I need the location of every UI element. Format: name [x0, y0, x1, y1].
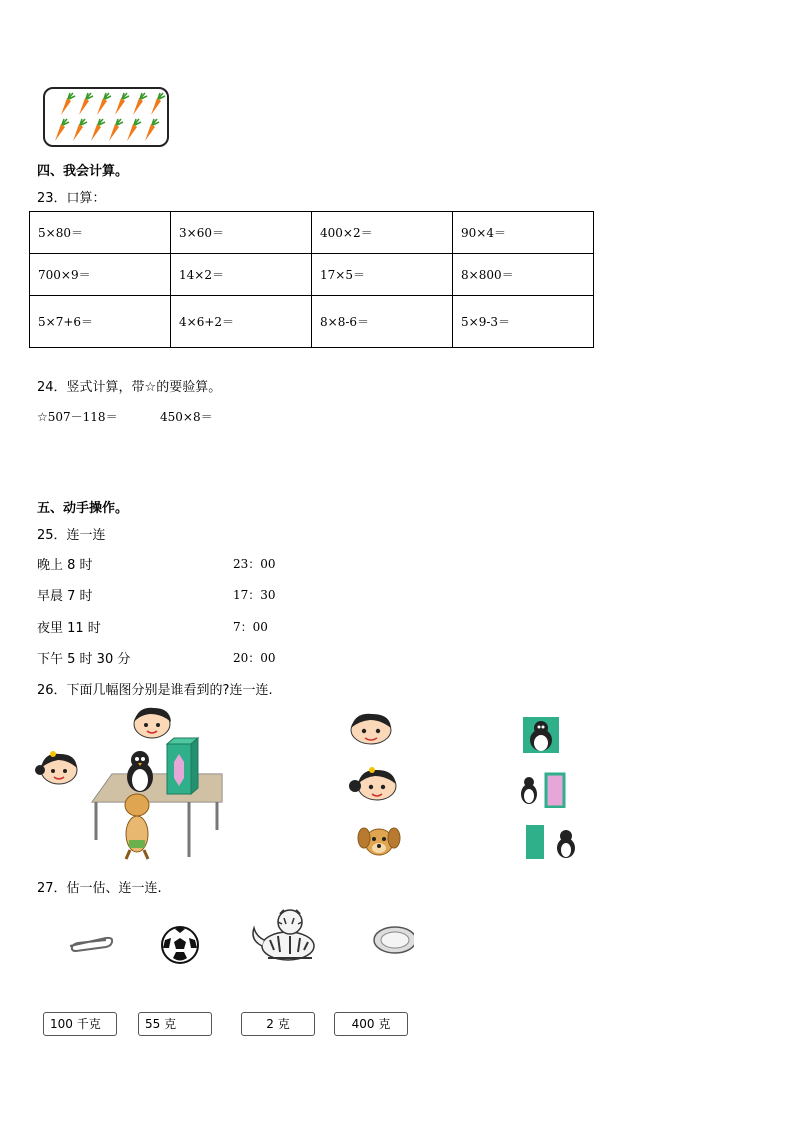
- penguin-belly: [132, 769, 148, 791]
- calc-cell: 5×9-3＝: [453, 296, 594, 348]
- carrot-icon: [61, 93, 75, 115]
- carrot-icon: [109, 119, 123, 141]
- dog-icon: [125, 794, 149, 816]
- question-25-label: 25．连一连: [37, 528, 106, 543]
- tiger-icon: [246, 906, 320, 964]
- calc-cell: 4×6+2＝: [171, 296, 312, 348]
- carrot-icon: [133, 93, 147, 115]
- carrot-icon: [115, 93, 129, 115]
- question-24-label: 24．竖式计算，带☆的要验算。: [37, 380, 222, 395]
- vertical-calc-item-2: 450×8＝: [160, 410, 213, 424]
- boy-face-icon: [346, 710, 396, 746]
- calc-cell: 8×8-6＝: [312, 296, 453, 348]
- question-27-label: 27．估一估、连一连.: [37, 881, 162, 896]
- mental-math-table: [29, 211, 594, 348]
- carrot-icon: [79, 93, 93, 115]
- calc-cell: 700×9＝: [30, 254, 171, 296]
- question-26-label: 26．下面几幅图分别是谁看到的?连一连.: [37, 683, 273, 698]
- calc-cell: 5×7+6＝: [30, 296, 171, 348]
- time-left-4: 下午 5 时 30 分: [37, 652, 131, 667]
- time-left-3: 夜里 11 时: [37, 621, 101, 636]
- girl-eye: [63, 769, 67, 773]
- table-surface-icon: [92, 774, 222, 802]
- time-left-1: 晚上 8 时: [37, 558, 93, 573]
- time-right-2: 17：30: [233, 588, 276, 602]
- carrot-icon: [151, 93, 165, 115]
- vertical-calc-item-1: ☆507－118＝: [37, 410, 118, 424]
- dog-leg: [144, 850, 148, 859]
- time-right-4: 20：00: [233, 651, 276, 665]
- observation-scene: [34, 702, 226, 862]
- penguin-eye: [135, 757, 139, 761]
- girl-bun: [35, 765, 45, 775]
- calc-cell: 90×4＝: [453, 212, 594, 254]
- penguin-head: [131, 751, 149, 769]
- paperclip-icon: [66, 932, 116, 954]
- weight-option-400g: 400 克: [334, 1012, 408, 1036]
- time-left-2: 早晨 7 时: [37, 589, 93, 604]
- teal-box-side: [191, 738, 198, 794]
- dog-leg: [126, 850, 130, 859]
- view-penguin-front-box-icon: [521, 716, 561, 754]
- section-five-title: 五、动手操作。: [37, 501, 129, 516]
- carrots-illustration: [45, 89, 167, 145]
- girl-hairclip: [50, 751, 56, 757]
- time-right-3: 7：00: [233, 620, 268, 634]
- girl-face-icon: [347, 764, 403, 802]
- calc-cell: 5×80＝: [30, 212, 171, 254]
- view-box-left-penguin-icon: [524, 824, 582, 860]
- plate-icon: [372, 924, 418, 956]
- weight-option-55g: 55 克: [138, 1012, 212, 1036]
- view-penguin-left-box-icon: [518, 772, 568, 808]
- penguin-eye: [141, 757, 145, 761]
- girl-eye: [51, 769, 55, 773]
- calc-cell: 400×2＝: [312, 212, 453, 254]
- soccer-ball-icon: [159, 924, 201, 966]
- carrot-icon: [97, 93, 111, 115]
- time-right-1: 23：00: [233, 557, 276, 571]
- calc-cell: 14×2＝: [171, 254, 312, 296]
- weight-option-100kg: 100 千克: [43, 1012, 117, 1036]
- dog-face-icon: [356, 822, 402, 860]
- dog-shorts: [129, 840, 145, 848]
- carrot-icon: [127, 119, 141, 141]
- carrot-icon: [55, 119, 69, 141]
- boy-eye: [144, 723, 148, 727]
- section-four-title: 四、我会计算。: [37, 164, 129, 179]
- carrot-picture-box: [43, 87, 169, 147]
- question-23-label: 23．口算：: [37, 191, 106, 206]
- weight-option-2g: 2 克: [241, 1012, 315, 1036]
- boy-eye: [156, 723, 160, 727]
- carrot-icon: [73, 119, 87, 141]
- carrot-icon: [145, 119, 159, 141]
- calc-cell: 17×5＝: [312, 254, 453, 296]
- carrot-icon: [91, 119, 105, 141]
- calc-cell: 3×60＝: [171, 212, 312, 254]
- calc-cell: 8×800＝: [453, 254, 594, 296]
